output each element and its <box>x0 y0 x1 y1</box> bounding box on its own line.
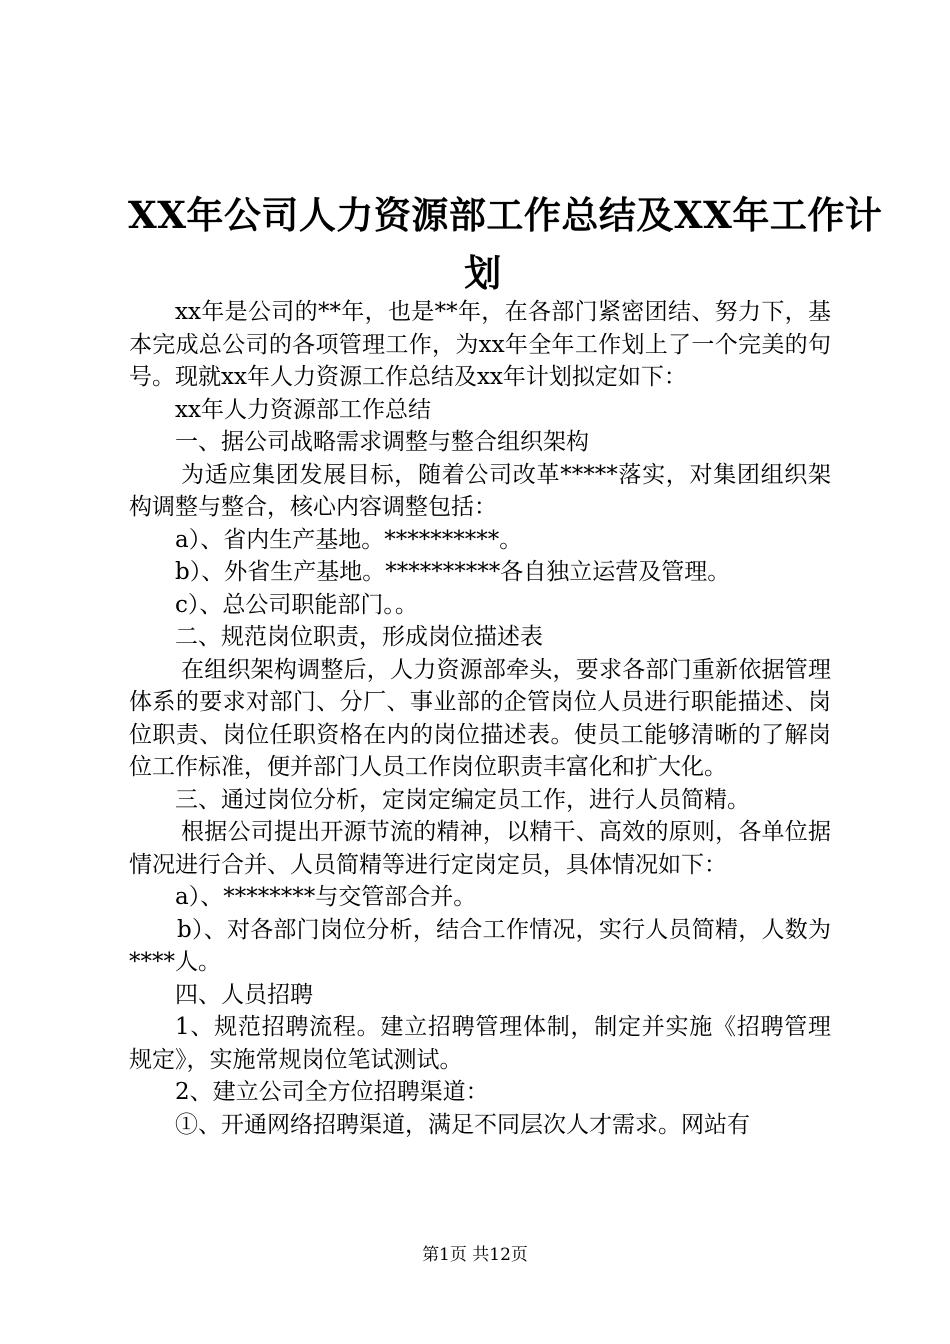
list-item: b）、外省生产基地。**********各自独立运营及管理。 <box>175 559 731 585</box>
section-heading-summary: xx年人力资源部工作总结 <box>175 396 431 423</box>
title-line-1: XX年公司人力资源部工作总结及XX年工作计 <box>128 193 883 237</box>
page-footer: 第1页 共12页 <box>422 1245 528 1265</box>
paragraph: 在组织架构调整后，人力资源部牵头，要求各部门重新依据管理体系的要求对部门、分厂、事业部的企管岗位人员进行职能描述、岗位职责、岗位任职资格在内的岗位描述表。使员工能够清晰的了解岗位工作标准，便并部门人员工作岗位职责丰富化和扩大化。 <box>129 656 831 780</box>
paragraph: 根据公司提出开源节流的精神，以精干、高效的原则，各单位据情况进行合并、人员简精等进行定岗定员，具体情况如下： <box>129 819 831 878</box>
section-heading-1: 一、据公司战略需求调整与整合组织架构 <box>175 429 589 455</box>
list-item: a）、********与交管部合并。 <box>175 884 477 910</box>
section-heading-2: 二、规范岗位职责，形成岗位描述表 <box>175 624 543 650</box>
section-heading-4: 四、人员招聘 <box>175 981 313 1008</box>
paragraph: ①、开通网络招聘渠道，满足不同层次人才需求。网站有 <box>175 1111 750 1138</box>
section-heading-3: 三、通过岗位分析，定岗定编定员工作，进行人员简精。 <box>175 786 750 813</box>
list-item: b）、对各部门岗位分析，结合工作情况，实行人员简精，人数为****人。 <box>129 916 831 975</box>
paragraph-intro: xx年是公司的**年，也是**年，在各部门紧密团结、努力下，基本完成总公司的各项管理工作，为xx年全年工作划上了一个完美的句号。现就xx年人力资源工作总结及xx年计划拟定如下： <box>129 299 831 390</box>
title-line-2: 划 <box>464 251 502 295</box>
document-title <box>128 186 883 302</box>
paragraph: 为适应集团发展目标，随着公司改革*****落实，对集团组织架构调整与整合，核心内容调整包括： <box>129 461 831 520</box>
paragraph: 1、规范招聘流程。建立招聘管理体制，制定并实施《招聘管理规定》，实施常规岗位笔试测试。 <box>129 1014 831 1073</box>
list-item: a）、省内生产基地。**********。 <box>175 526 523 553</box>
paragraph: 2、建立公司全方位招聘渠道： <box>175 1079 489 1105</box>
list-item: c）、总公司职能部门。。 <box>175 591 418 618</box>
document-body <box>129 296 831 1141</box>
